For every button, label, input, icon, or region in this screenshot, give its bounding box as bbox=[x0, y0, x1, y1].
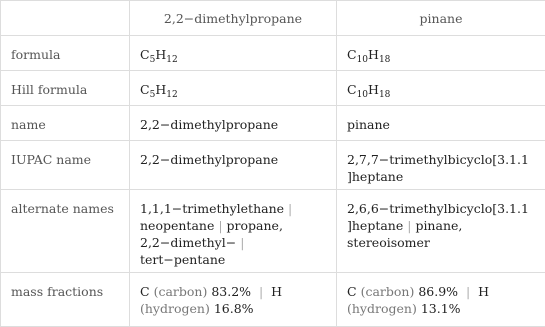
alt-name: stereoisomer bbox=[347, 235, 430, 250]
name-pinane: pinane bbox=[337, 106, 545, 141]
separator: | bbox=[407, 218, 412, 233]
mass-fractions-neopentane: C (carbon) 83.2% | H (hydrogen) 16.8% bbox=[130, 273, 337, 327]
row-label-hill-formula: Hill formula bbox=[1, 71, 130, 106]
separator: | bbox=[465, 284, 471, 299]
row-iupac-name bbox=[1, 141, 545, 190]
alt-name: pinane, bbox=[415, 218, 463, 233]
separator: | bbox=[288, 201, 293, 216]
separator: | bbox=[218, 218, 223, 233]
separator: | bbox=[240, 235, 245, 250]
column-header-neopentane: 2,2−dimethylpropane bbox=[130, 1, 337, 36]
alt-name: 2,6,6−trimethylbicyclo[3.1.1 bbox=[347, 201, 529, 216]
name-neopentane: 2,2−dimethylpropane bbox=[130, 106, 337, 141]
corner-cell bbox=[1, 1, 130, 36]
alt-name: neopentane bbox=[140, 218, 215, 233]
alt-name: propane, bbox=[226, 218, 283, 233]
row-label-formula: formula bbox=[1, 36, 130, 71]
hill-formula-neopentane: $C_5H_{12}$ bbox=[130, 71, 337, 106]
row-label-iupac-name: IUPAC name bbox=[1, 141, 130, 190]
row-label-alternate-names: alternate names bbox=[1, 190, 130, 273]
column-header-pinane: pinane bbox=[337, 1, 545, 36]
mass-fractions-pinane: C (carbon) 86.9% | H (hydrogen) 13.1% bbox=[337, 273, 545, 327]
alt-name: 2,2−dimethyl− bbox=[140, 235, 237, 250]
row-hill-formula bbox=[1, 71, 545, 106]
formula-pinane: $C_{10}H_{18}$ bbox=[337, 36, 545, 71]
hill-formula-pinane: $C_{10}H_{18}$ bbox=[337, 71, 545, 106]
header-row bbox=[1, 1, 545, 36]
alt-name: ]heptane bbox=[347, 218, 404, 233]
row-alternate-names bbox=[1, 190, 545, 273]
alternate-names-pinane bbox=[337, 190, 545, 273]
formula-neopentane: $C_5H_{12}$ bbox=[130, 36, 337, 71]
alt-name: 1,1,1−trimethylethane bbox=[140, 201, 285, 216]
row-label-mass-fractions: mass fractions bbox=[1, 273, 130, 327]
alternate-names-neopentane bbox=[130, 190, 337, 273]
iupac-name-neopentane: 2,2−dimethylpropane bbox=[130, 141, 337, 190]
row-name bbox=[1, 106, 545, 141]
row-mass-fractions bbox=[1, 273, 545, 327]
row-formula bbox=[1, 36, 545, 71]
separator: | bbox=[258, 284, 264, 299]
alt-name: tert−pentane bbox=[140, 252, 226, 267]
row-label-name: name bbox=[1, 106, 130, 141]
iupac-name-pinane: 2,7,7−trimethylbicyclo[3.1.1 ]heptane bbox=[337, 141, 545, 190]
